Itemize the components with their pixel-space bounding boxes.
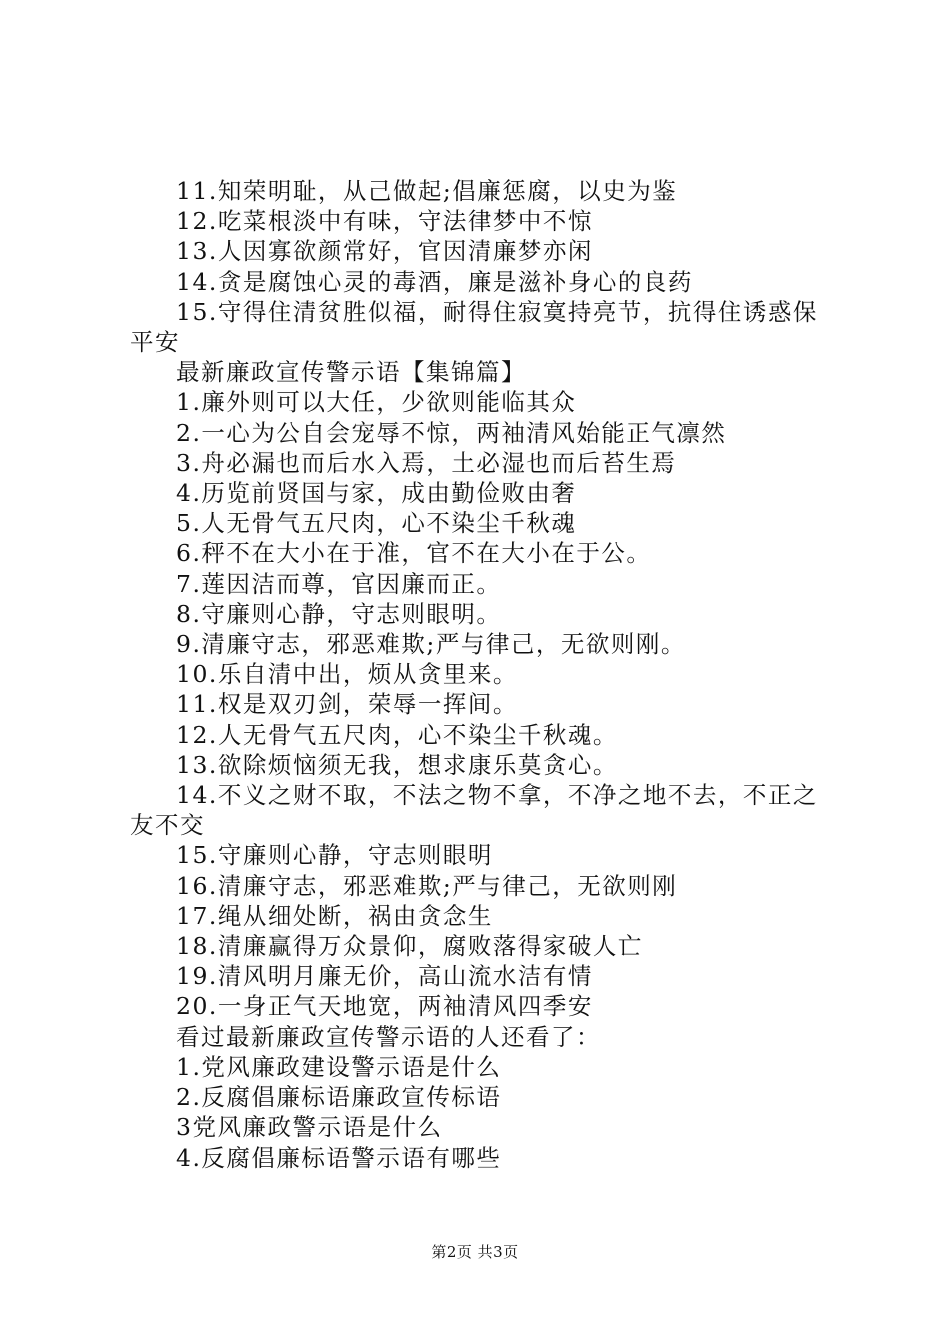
paragraph: 14.贪是腐蚀心灵的毒酒，廉是滋补身心的良药: [176, 267, 693, 296]
paragraph: 15.守得住清贫胜似福，耐得住寂寞持亮节，抗得住诱惑保平安: [130, 297, 818, 357]
paragraph: 16.清廉守志，邪恶难欺;严与律己，无欲则刚: [176, 871, 678, 900]
paragraph: 11.知荣明耻，从己做起;倡廉惩腐，以史为鉴: [176, 177, 678, 205]
paragraph: 18.清廉赢得万众景仰，腐败落得家破人亡: [176, 932, 643, 961]
paragraph: 20.一身正气天地宽，两袖清风四季安: [176, 992, 593, 1021]
paragraph: 4.历览前贤国与家，成由勤俭败由奢: [176, 479, 577, 508]
paragraph: 5.人无骨气五尺肉，心不染尘千秋魂: [176, 509, 577, 538]
paragraph: 15.守廉则心静，守志则眼明: [176, 841, 493, 870]
paragraph: 19.清风明月廉无价，高山流水洁有情: [176, 962, 593, 991]
paragraph: 10.乐自清中出，烦从贪里来。: [176, 660, 518, 689]
section-heading: 最新廉政宣传警示语【集锦篇】: [176, 358, 526, 387]
paragraph: 3.舟必漏也而后水入焉，土必湿也而后苔生焉: [176, 448, 677, 477]
paragraph: 12.人无骨气五尺肉，心不染尘千秋魂。: [176, 720, 618, 749]
paragraph: 11.权是双刃剑，荣辱一挥间。: [176, 690, 518, 719]
document-body: [130, 176, 835, 1173]
paragraph: 7.莲因洁而尊，官因廉而正。: [176, 569, 502, 598]
related-heading: 看过最新廉政宣传警示语的人还看了：: [176, 1022, 601, 1051]
related-item: 4.反腐倡廉标语警示语有哪些: [176, 1143, 502, 1172]
paragraph: 17.绳从细处断，祸由贪念生: [176, 901, 493, 930]
related-item: 2.反腐倡廉标语廉政宣传标语: [176, 1083, 502, 1112]
related-item: 1.党风廉政建设警示语是什么: [176, 1052, 502, 1081]
paragraph: 8.守廉则心静，守志则眼明。: [176, 599, 502, 628]
paragraph: 12.吃菜根淡中有味，守法律梦中不惊: [176, 207, 593, 236]
paragraph: 9.清廉守志，邪恶难欺;严与律己，无欲则刚。: [176, 630, 686, 659]
paragraph: 13.欲除烦恼须无我，想求康乐莫贪心。: [176, 750, 618, 779]
paragraph: 1.廉外则可以大任，少欲则能临其众: [176, 388, 577, 417]
paragraph: 2.一心为公自会宠辱不惊，两袖清风始能正气凛然: [176, 418, 727, 447]
paragraph: 13.人因寡欲颜常好，官因清廉梦亦闲: [176, 237, 593, 266]
paragraph: 14.不义之财不取，不法之物不拿，不净之地不去，不正之友不交: [130, 781, 818, 840]
related-item: 3党风廉政警示语是什么: [176, 1113, 443, 1142]
page-number: 第2页 共3页: [431, 1243, 519, 1261]
paragraph: 6.秤不在大小在于准，官不在大小在于公。: [176, 539, 652, 568]
